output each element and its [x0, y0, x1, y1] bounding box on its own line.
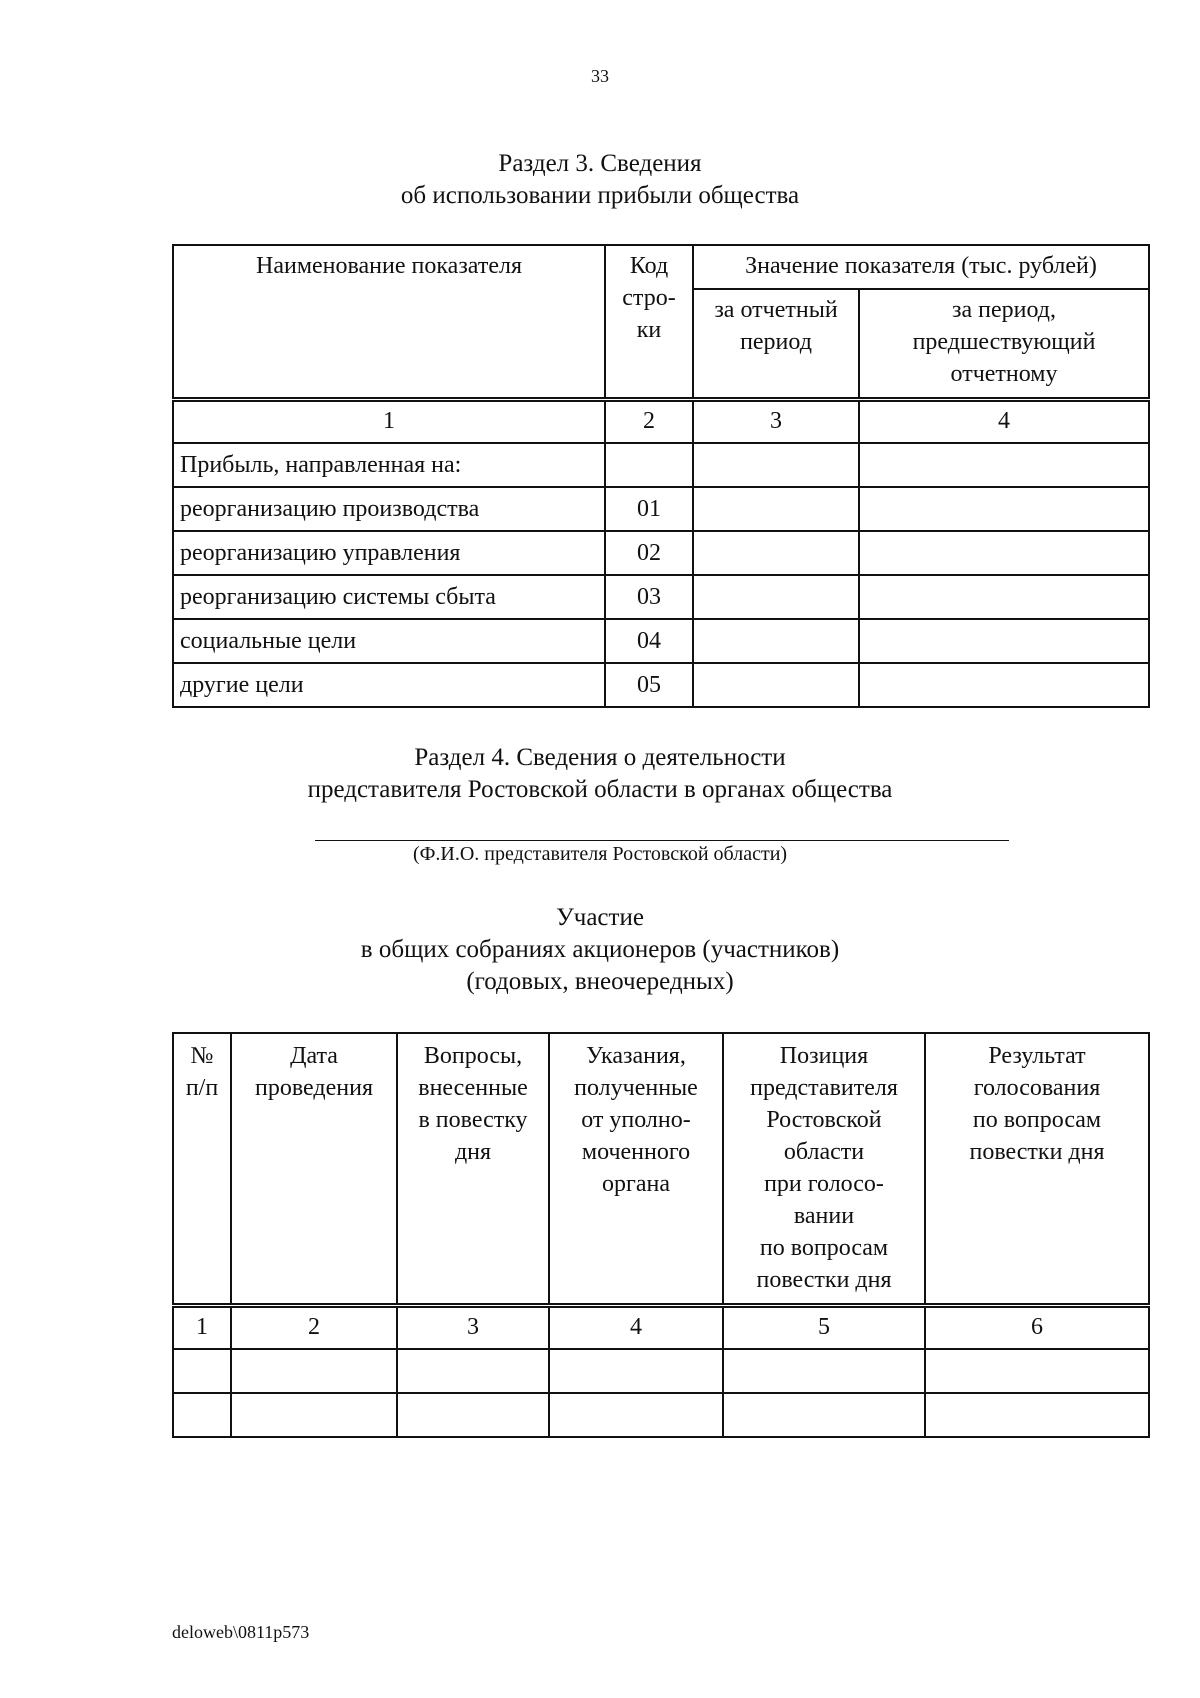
column-number: 3 — [397, 1305, 549, 1349]
row-code: 05 — [605, 663, 693, 707]
row-code: 03 — [605, 575, 693, 619]
header-line: в повестку — [418, 1107, 528, 1133]
column-number: 1 — [173, 399, 605, 443]
header-line: дня — [454, 1139, 492, 1165]
header-line: голосования — [973, 1075, 1101, 1101]
table-cell[interactable] — [397, 1349, 549, 1393]
header-line: по вопросам — [759, 1235, 889, 1261]
section3-title-line1: Раздел 3. Сведения — [498, 150, 702, 177]
row-name: реорганизацию производства — [173, 487, 605, 531]
table-cell[interactable] — [397, 1393, 549, 1437]
header-line: проведения — [255, 1075, 373, 1101]
row-name: другие цели — [173, 663, 605, 707]
fio-signature-line — [315, 840, 1009, 841]
header-current-period: за отчетный период — [693, 289, 859, 399]
table-row — [173, 443, 1149, 487]
table-cell[interactable] — [723, 1349, 925, 1393]
header-line: Дата — [290, 1043, 338, 1069]
table-row — [173, 575, 1149, 619]
header-line: Ростовской — [766, 1107, 882, 1133]
value-cell[interactable] — [859, 531, 1149, 575]
value-cell[interactable] — [693, 663, 859, 707]
header-indicator-name: Наименование показателя — [173, 245, 605, 399]
fio-caption: (Ф.И.О. представителя Ростовской области) — [412, 843, 788, 865]
column-number: 4 — [549, 1305, 723, 1349]
table-row — [173, 1393, 1149, 1437]
header-line: от уполно- — [581, 1107, 691, 1133]
section4-title-line1: Раздел 4. Сведения о деятельности — [414, 744, 786, 771]
column-number: 2 — [605, 399, 693, 443]
row-name: реорганизацию управления — [173, 531, 605, 575]
table-row — [173, 487, 1149, 531]
table-cell[interactable] — [231, 1393, 397, 1437]
column-number: 3 — [693, 399, 859, 443]
header-previous-period: за период, предшествующий отчетному — [859, 289, 1149, 399]
column-number-row — [173, 1305, 1149, 1349]
row-name: социальные цели — [173, 619, 605, 663]
section4-title-line2: представителя Ростовской области в органах общества — [307, 776, 893, 803]
participation-title — [0, 902, 1200, 998]
header-line: полученные — [574, 1075, 698, 1101]
table-cell[interactable] — [173, 1349, 231, 1393]
header-line: области — [783, 1139, 865, 1165]
header-line: Результат — [988, 1043, 1086, 1069]
table-header-row — [173, 1033, 1149, 1305]
table-cell[interactable] — [925, 1349, 1149, 1393]
participation-title-line3: (годовых, внеочередных) — [466, 968, 734, 995]
header-indicator-value: Значение показателя (тыс. рублей) — [693, 245, 1149, 289]
header-date — [231, 1033, 397, 1305]
column-number: 1 — [173, 1305, 231, 1349]
table-cell[interactable] — [549, 1349, 723, 1393]
header-line: Позиция — [779, 1043, 869, 1069]
row-code — [605, 443, 693, 487]
row-name: реорганизацию системы сбыта — [173, 575, 605, 619]
value-cell[interactable] — [859, 619, 1149, 663]
value-cell[interactable] — [693, 531, 859, 575]
profit-usage-table — [172, 244, 1150, 708]
header-line: моченного — [581, 1139, 691, 1165]
meetings-participation-table — [172, 1032, 1150, 1438]
section3-title — [0, 148, 1200, 212]
header-line: внесенные — [418, 1075, 528, 1101]
row-code: 04 — [605, 619, 693, 663]
header-line: повестки дня — [756, 1267, 892, 1293]
row-code: 02 — [605, 531, 693, 575]
value-cell[interactable] — [693, 443, 859, 487]
column-number: 5 — [723, 1305, 925, 1349]
value-cell[interactable] — [859, 443, 1149, 487]
header-questions — [397, 1033, 549, 1305]
header-instructions — [549, 1033, 723, 1305]
value-cell[interactable] — [693, 619, 859, 663]
header-line: представителя — [750, 1075, 898, 1101]
header-result — [925, 1033, 1149, 1305]
table-row — [173, 619, 1149, 663]
header-line: повестки дня — [969, 1139, 1105, 1165]
table-row — [173, 1349, 1149, 1393]
row-name: Прибыль, направленная на: — [173, 443, 605, 487]
value-cell[interactable] — [859, 487, 1149, 531]
header-number — [173, 1033, 231, 1305]
column-number: 2 — [231, 1305, 397, 1349]
header-line: органа — [602, 1171, 670, 1197]
value-cell[interactable] — [859, 575, 1149, 619]
table-cell[interactable] — [549, 1393, 723, 1437]
table-cell[interactable] — [231, 1349, 397, 1393]
participation-title-line2: в общих собраниях акционеров (участников) — [360, 936, 840, 963]
section4-title — [0, 742, 1200, 806]
header-line: при голосо- — [764, 1171, 884, 1197]
participation-title-line1: Участие — [556, 904, 644, 931]
table-row — [173, 663, 1149, 707]
header-row-code: Код стро- ки — [605, 245, 693, 399]
header-line: вании — [793, 1203, 855, 1229]
section3-title-line2: об использовании прибыли общества — [400, 182, 800, 209]
row-code: 01 — [605, 487, 693, 531]
table-row — [173, 531, 1149, 575]
header-line: п/п — [185, 1075, 219, 1101]
value-cell[interactable] — [693, 487, 859, 531]
header-line: Указания, — [586, 1043, 686, 1069]
header-line: № — [190, 1043, 214, 1069]
header-line: по вопросам — [972, 1107, 1102, 1133]
value-cell[interactable] — [859, 663, 1149, 707]
value-cell[interactable] — [693, 575, 859, 619]
document-code: deloweb\0811p573 — [172, 1622, 310, 1642]
column-number: 6 — [925, 1305, 1149, 1349]
table-cell[interactable] — [173, 1393, 231, 1437]
header-position — [723, 1033, 925, 1305]
table-cell[interactable] — [925, 1393, 1149, 1437]
header-line: Вопросы, — [423, 1043, 523, 1069]
table-cell[interactable] — [723, 1393, 925, 1437]
column-number: 4 — [859, 399, 1149, 443]
page-number: 33 — [591, 66, 609, 86]
